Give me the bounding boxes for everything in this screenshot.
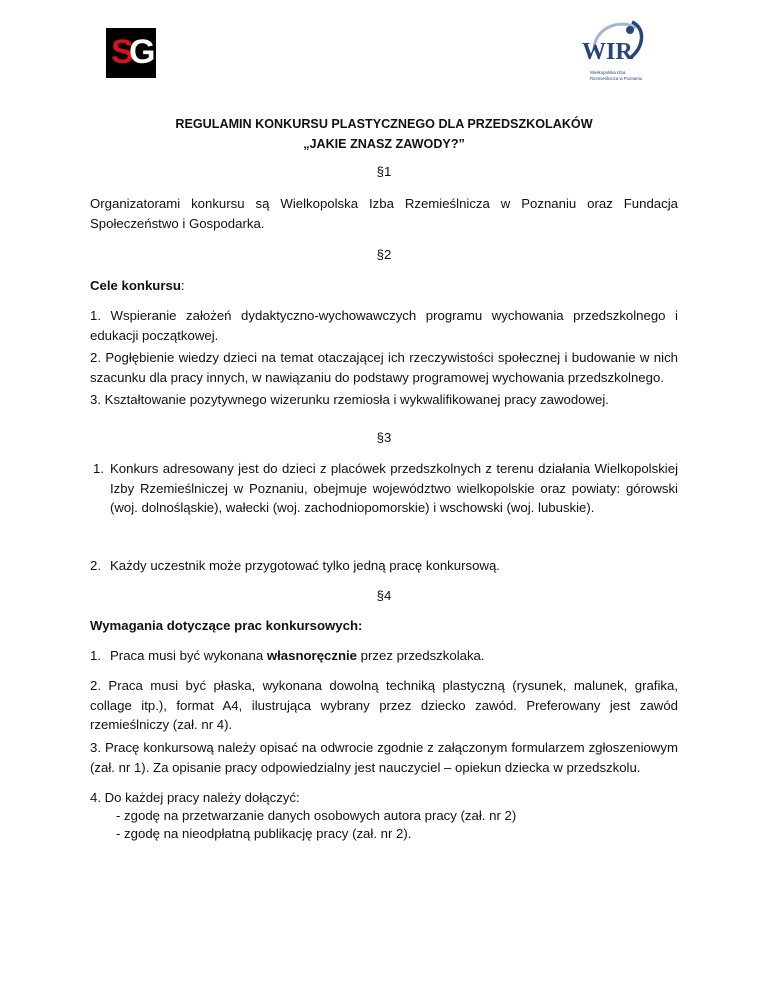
sg-logo [106,28,156,78]
section-4-item-1-part-b: przez przedszkolaka. [357,648,485,663]
section-2-heading [90,276,678,296]
section-2-item-3: 3. Kształtowanie pozytywnego wizerunku rzemiosła i wykwalifikowanej pracy zawodowej. [90,392,609,407]
section-4-mark: §4 [376,588,392,603]
section-4-item-3: 3. Pracę konkursową należy opisać na odwrocie zgodnie z załączonym formularzem zgłoszeniowym (zał. nr 1). Za opisanie pracy odpowiedzialny jest nauczyciel – opiekun dziecka w przedszkolu. [90,740,678,775]
sg-logo-letter-g: G [129,33,153,71]
section-4-item-1-part-a: Praca musi być wykonana [110,648,267,663]
section-4-item-4-sub-1: - zgodę na przetwarzanie danych osobowych autora pracy (zał. nr 2) [116,808,517,823]
section-3-item-1-text: Konkurs adresowany jest do dzieci z placówek przedszkolnych z terenu działania Wielkopolskiej Izby Rzemieślniczej w Poznaniu, obejmuje województwo wielkopolskie oraz powiaty: górowski (woj. dolnośląskie), wałecki (woj. zachodniopomorskie) i wschowski (woj. lubuskie). [110,461,678,515]
section-3-item-2-number: 2. [90,558,101,573]
section-4-item-4: 4. Do każdej pracy należy dołączyć: [90,790,300,805]
title-line-1: REGULAMIN KONKURSU PLASTYCZNEGO DLA PRZEDSZKOLAKÓW [175,117,593,131]
section-3-mark: §3 [376,430,392,445]
section-4-item-4-sub-2: - zgodę na nieodpłatną publikację pracy (zał. nr 2). [116,826,412,841]
section-1-mark: §1 [376,164,392,179]
wir-logo-letters: WIR [582,39,633,65]
section-4-item-1-text [110,646,678,666]
section-2-heading-text: Cele konkursu [90,278,181,293]
document-title [90,114,678,154]
section-4-heading: Wymagania dotyczące prac konkursowych: [90,618,363,633]
section-4-item-1-number: 1. [90,648,101,663]
section-2-heading-colon: : [180,278,185,293]
sg-logo-letter-s: S [111,33,131,71]
wir-logo-emblem [572,14,662,74]
section-4-item-1-emphasis: własnoręcznie [266,648,358,663]
section-2-item-1: 1. Wspieranie założeń dydaktyczno-wychowawczych programu wychowania przedszkolnego i edukacji początkowej. [90,308,678,343]
section-2-mark: §2 [376,247,392,262]
section-1-text: Organizatorami konkursu są Wielkopolska Izba Rzemieślnicza w Poznaniu oraz Fundacja Społeczeństwo i Gospodarka. [90,196,678,231]
wir-logo-caption: Wielkopolska Izba Rzemieślnicza w Poznaniu [590,70,643,81]
section-3-item-2-text: Każdy uczestnik może przygotować tylko jedną pracę konkursową. [110,558,500,573]
section-3-item-1-number: 1. [93,461,104,476]
section-4-item-2: 2. Praca musi być płaska, wykonana dowolną techniką plastyczną (rysunek, malunek, grafika, collage itp.), format A4, ilustrująca wybrany przez dziecko zawód. Preferowany jest zawód rzemieślniczy (zał. nr 4). [90,678,678,732]
title-line-2: „JAKIE ZNASZ ZAWODY?” [303,137,465,151]
section-2-item-2: 2. Pogłębienie wiedzy dzieci na temat otaczającej ich rzeczywistości społecznej i budowanie w nich szacunku dla pracy innych, w nawiązaniu do podstawy programowej wychowania przedszkolnego. [90,350,678,385]
